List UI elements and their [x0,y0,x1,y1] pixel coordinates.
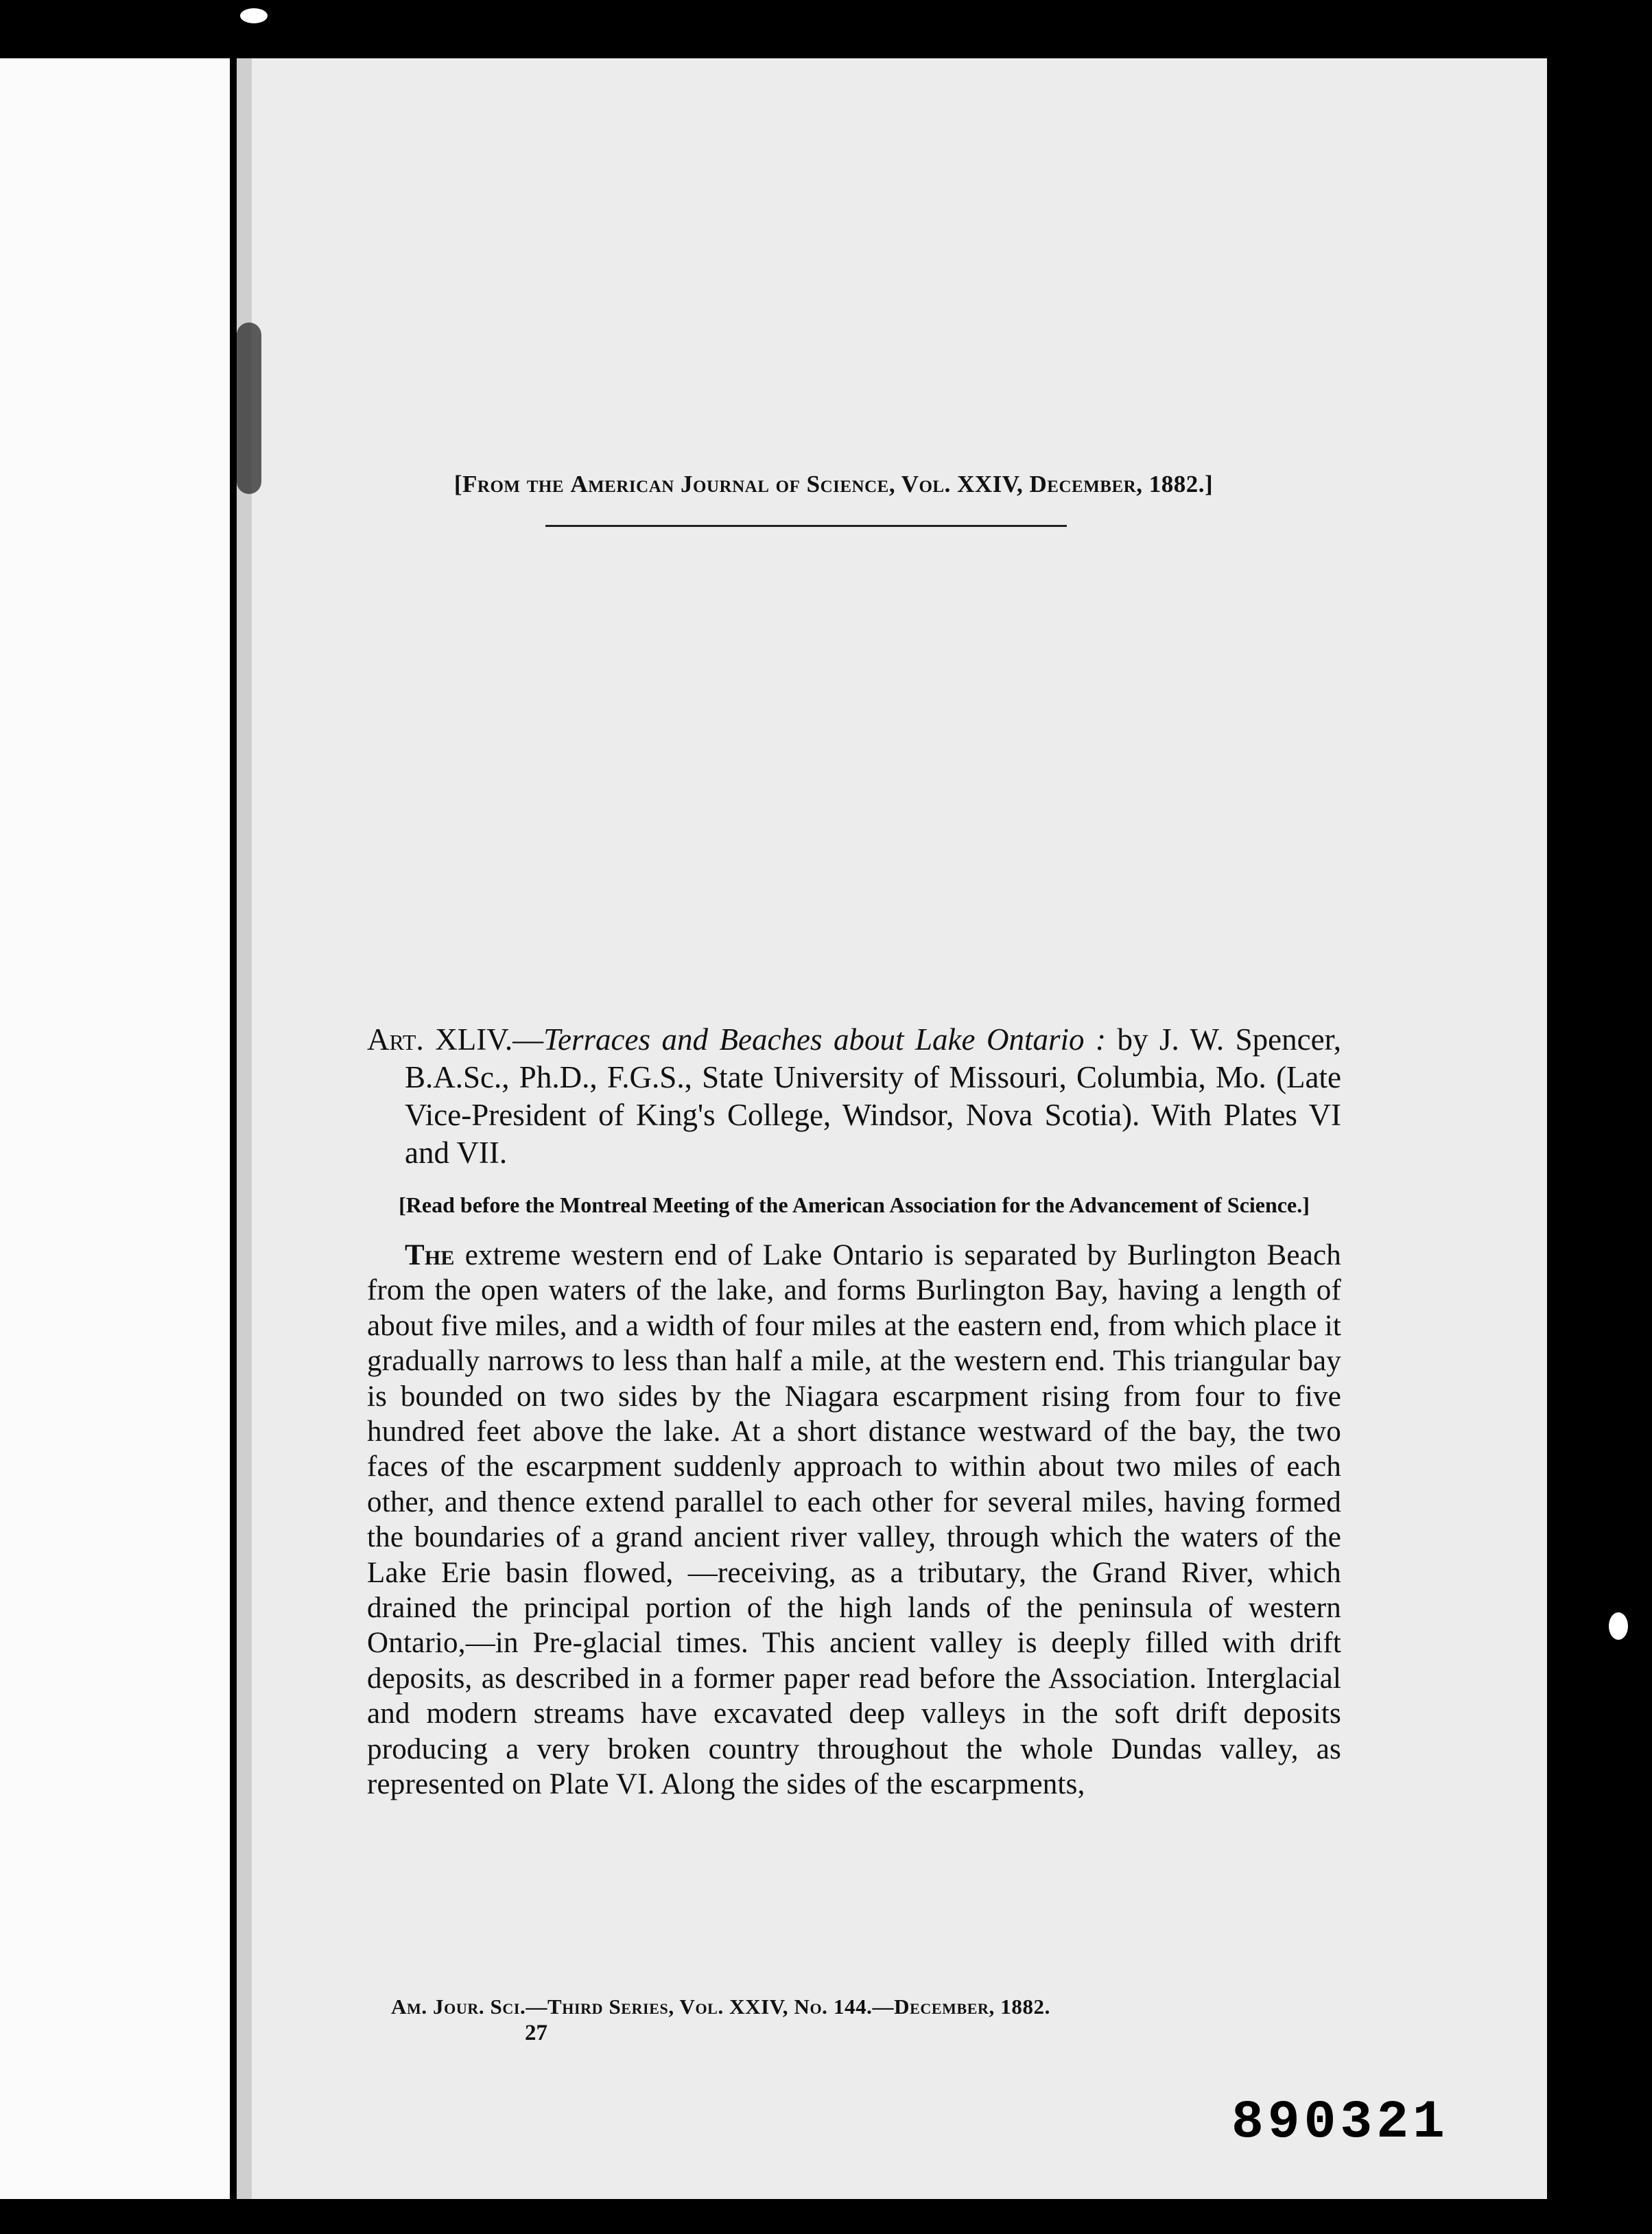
article-title: Terraces and Beaches about Lake Ontario : [543,1022,1107,1057]
journal-source-header [370,471,1297,498]
signature-mark: 27 [525,2021,547,2045]
header-volume: , Vol. XXIV, December, 1882.] [888,471,1214,497]
article-heading [367,1021,1341,1172]
page-speck [240,8,268,23]
header-divider [545,525,1067,527]
header-prefix: [From the [453,471,565,497]
header-journal: American Journal of Science [570,471,889,497]
first-word: The [405,1239,455,1271]
running-footer: Am. Jour. Sci.—Third Series, Vol. XXIV, No. 144.—December, 1882. [391,1995,1050,2019]
article-number: Art. XLIV.— [367,1022,544,1057]
flyleaf [0,58,230,2199]
article-byline: by J. W. Spencer, B.A.Sc., Ph.D., F.G.S., State University of Missouri, Columbia, Mo. (Late Vice-President of King's College, Windsor, Nova Scotia). With Plates VI and VII. [405,1022,1342,1170]
binding-smudge [237,322,261,494]
body-text: extreme western end of Lake Ontario is separated by Burlington Beach from the open waters of the lake, and forms Burlington Bay, having a length of about five miles, and a width of four miles at the eastern end, from which place it gradually narrows to less than half a mile, at the western end. This triangular bay is bounded on two sides by the Niagara escarpment rising from four to five hundred feet above the lake. At a short distance westward of the bay, the two faces of the escarpment suddenly approach to within about two miles of each other, and thence extend parallel to each other for several miles, having formed the boundaries of a grand ancient river valley, through which the waters of the Lake Erie basin flowed, —receiving, as a tributary, the Grand River, which drained the principal portion of the high lands of the peninsula of western Ontario,—in Pre-glacial times. This ancient valley is deeply filled with drift deposits, as described in a former paper read before the Association. Interglacial and modern streams have excavated deep valleys in the soft drift deposits producing a very broken country throughout the whole Dundas valley, as represented on Plate VI. Along the sides of the escarpments, [367,1239,1341,1801]
article-body [367,1021,1341,1802]
reading-note: [Read before the Montreal Meeting of the American Association for the Advancement of Science.] [399,1192,1310,1217]
library-stamp: 890321 [1231,2093,1449,2153]
page-speck [1609,1612,1628,1640]
body-paragraph [367,1238,1341,1802]
